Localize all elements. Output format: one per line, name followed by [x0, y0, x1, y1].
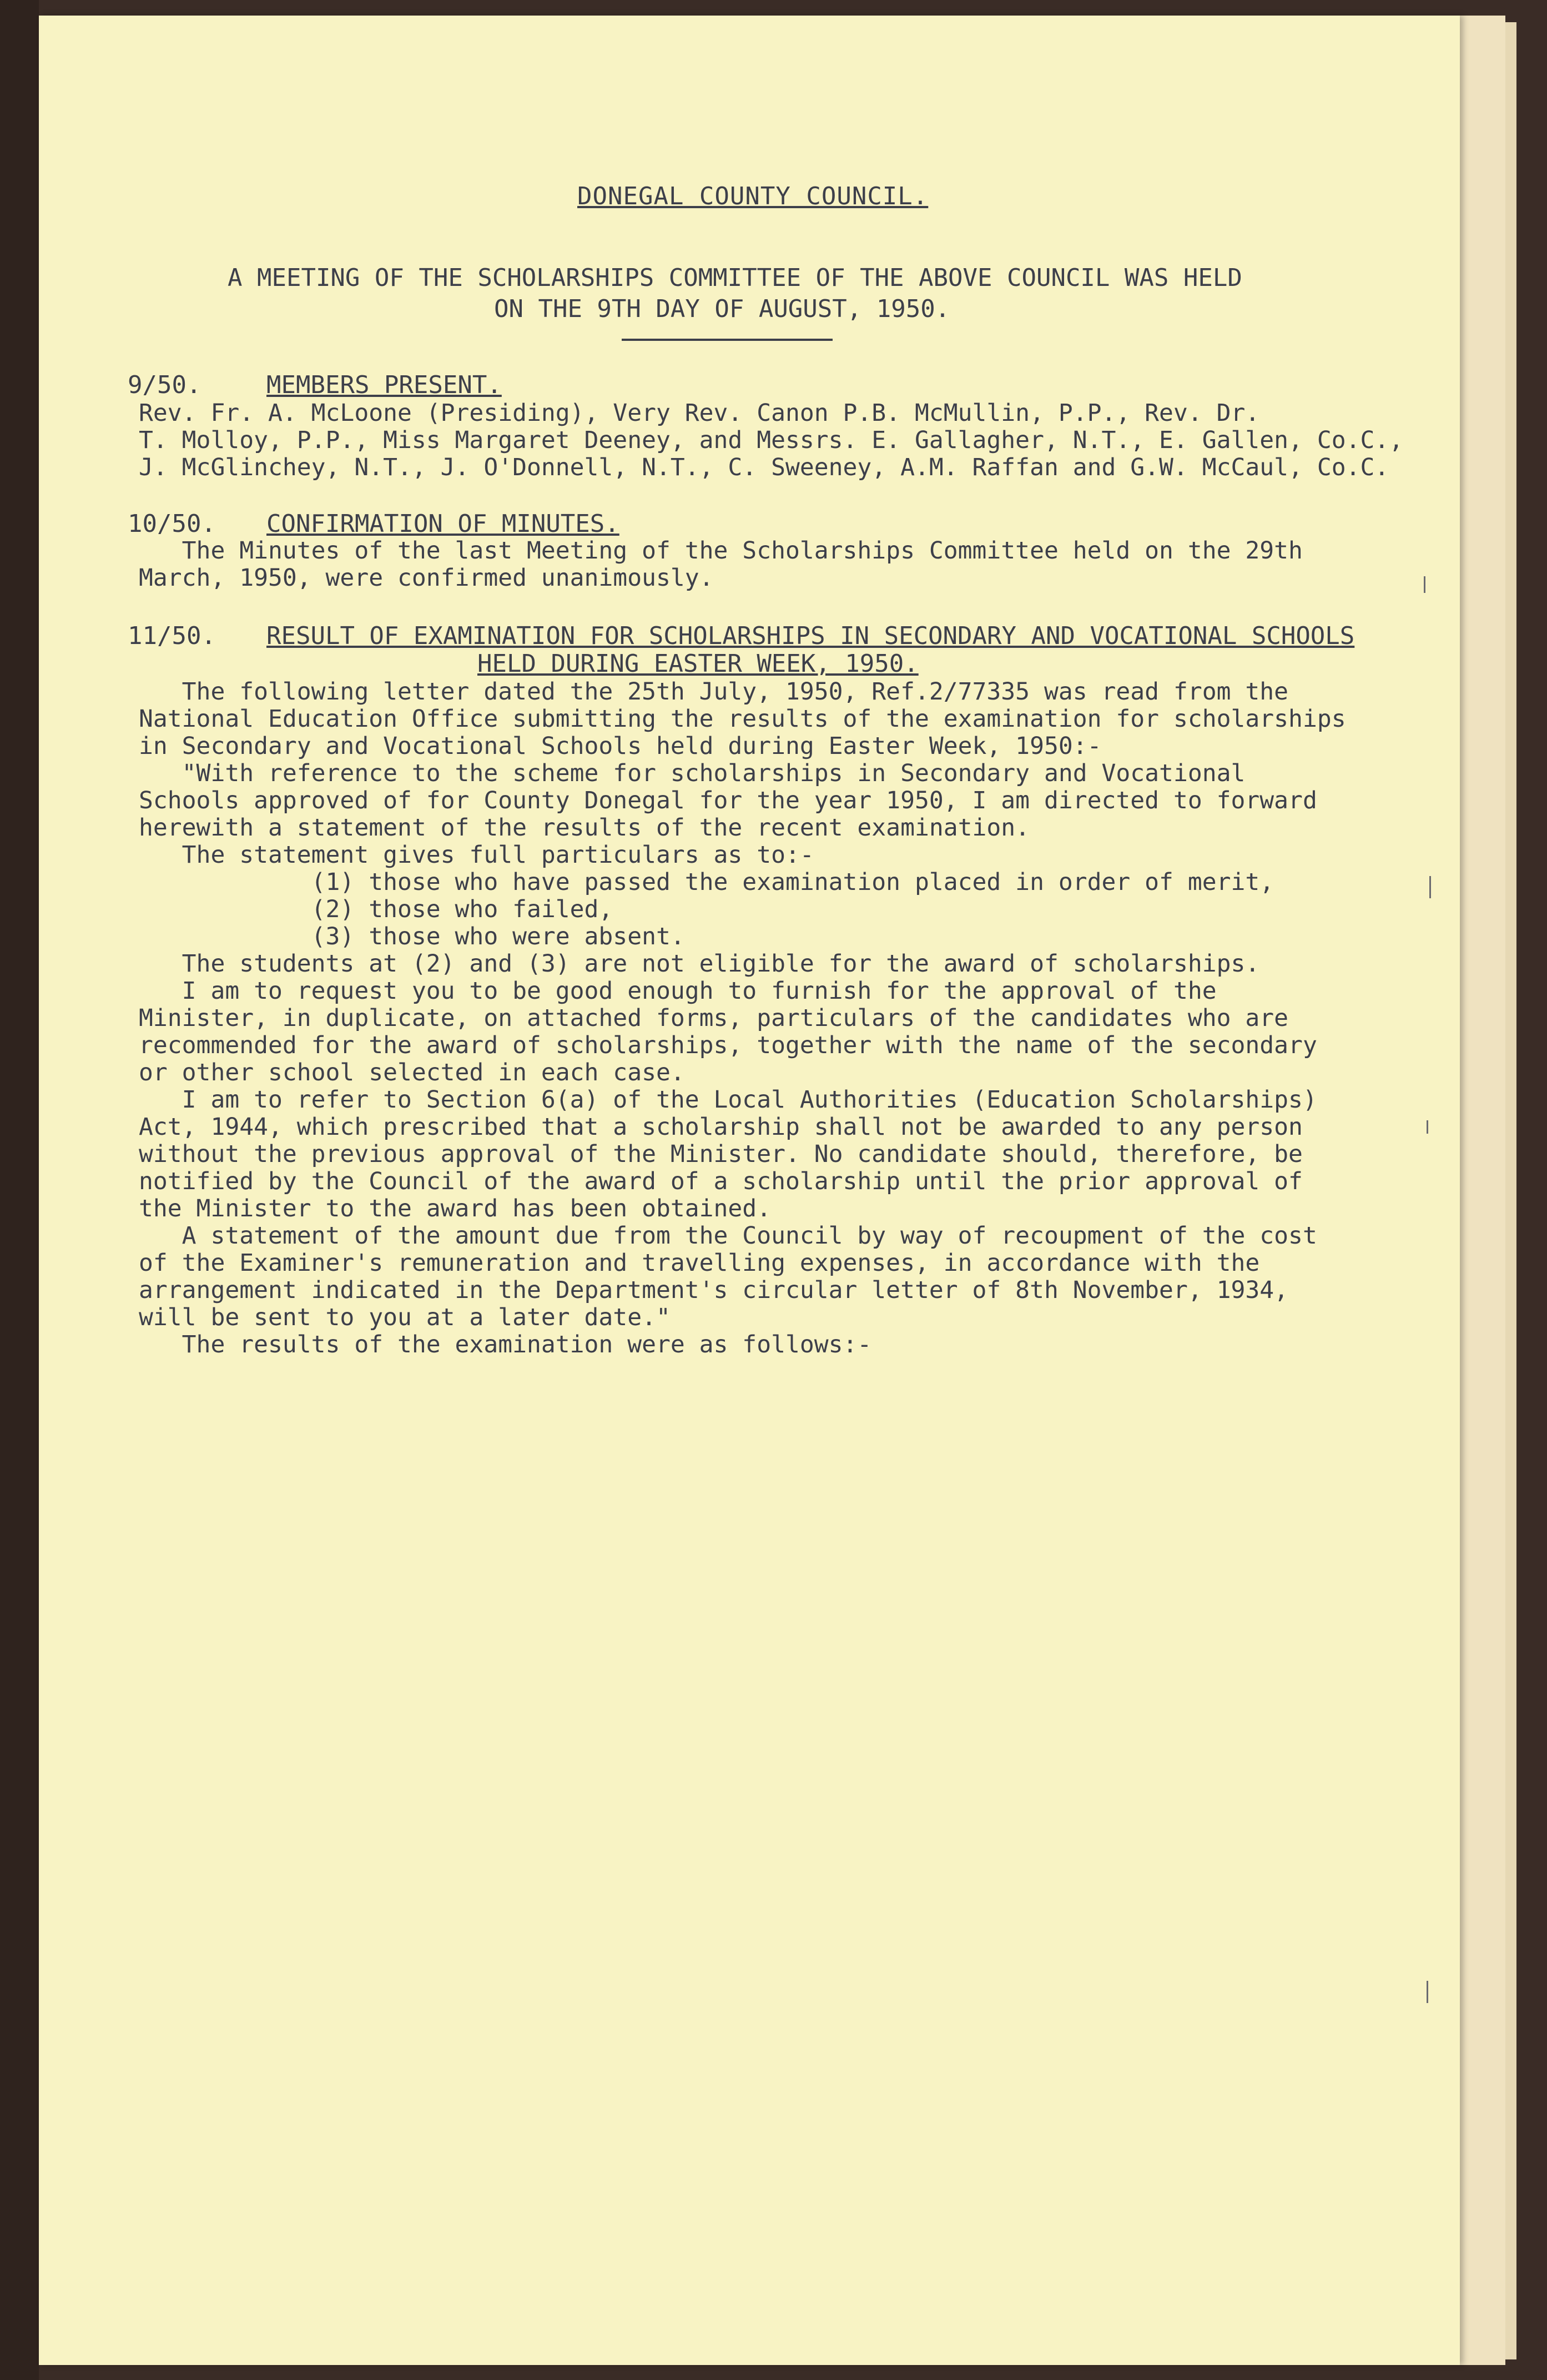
body-line: arrangement indicated in the Department's circular letter of 8th November, 1934,: [139, 1276, 1289, 1304]
document-heading: DONEGAL COUNTY COUNCIL.: [577, 182, 929, 210]
body-line: The statement gives full particulars as to:-: [139, 841, 814, 869]
body-line: Act, 1944, which prescribed that a scholarship shall not be awarded to any person: [139, 1113, 1303, 1141]
body-line: or other school selected in each case.: [139, 1059, 685, 1086]
body-line: (2) those who failed,: [139, 895, 613, 923]
body-line: Minister, in duplicate, on attached forms, particulars of the candidates who are: [139, 1004, 1289, 1032]
body-line: J. McGlinchey, N.T., J. O'Donnell, N.T., C. Sweeney, A.M. Raffan and G.W. McCaul, Co.C.: [139, 454, 1389, 481]
item-body: [139, 537, 1382, 592]
item-title-line-2: HELD DURING EASTER WEEK, 1950.: [477, 650, 919, 678]
body-line: National Education Office submitting the results of the examination for scholarships: [139, 705, 1346, 733]
item-title: RESULT OF EXAMINATION FOR SCHOLARSHIPS IN SECONDARY AND VOCATIONAL SCHOOLS: [266, 622, 1355, 650]
body-line: Schools approved of for County Donegal for the year 1950, I am directed to forward: [139, 787, 1317, 814]
body-line: in Secondary and Vocational Schools held during Easter Week, 1950:-: [139, 732, 1102, 760]
item-title: MEMBERS PRESENT.: [266, 371, 502, 399]
meeting-intro: [228, 263, 1242, 325]
body-line: (1) those who have passed the examination placed in order of merit,: [139, 868, 1274, 896]
body-line: recommended for the award of scholarships, together with the name of the secondary: [139, 1031, 1317, 1059]
margin-mark: [1429, 876, 1431, 898]
margin-mark: [1427, 1120, 1428, 1134]
body-line: Rev. Fr. A. McLoone (Presiding), Very Rev. Canon P.B. McMullin, P.P., Rev. Dr.: [139, 399, 1260, 427]
heading-divider: [622, 339, 833, 341]
body-line: The students at (2) and (3) are not eligible for the award of scholarships.: [139, 950, 1260, 978]
body-line: "With reference to the scheme for scholarships in Secondary and Vocational: [139, 759, 1246, 787]
book-binding: [0, 0, 39, 2380]
body-line: The results of the examination were as follows:-: [139, 1331, 872, 1358]
item-number: 11/50.: [128, 622, 216, 650]
body-line: The following letter dated the 25th July, 1950, Ref.2/77335 was read from the: [139, 678, 1289, 706]
item-title: CONFIRMATION OF MINUTES.: [266, 510, 619, 538]
body-line: herewith a statement of the results of the recent examination.: [139, 814, 1030, 842]
body-line: March, 1950, were confirmed unanimously.: [139, 564, 714, 592]
body-line: of the Examiner's remuneration and travelling expenses, in accordance with the: [139, 1249, 1260, 1277]
item-number: 9/50.: [128, 371, 201, 399]
document-page: [39, 16, 1460, 2365]
body-line: (3) those who were absent.: [139, 923, 685, 950]
body-line: notified by the Council of the award of a scholarship until the prior approval of: [139, 1168, 1303, 1195]
margin-mark: [1424, 576, 1425, 593]
item-number: 10/50.: [128, 510, 216, 538]
body-line: the Minister to the award has been obtained.: [139, 1195, 772, 1222]
body-line: I am to refer to Section 6(a) of the Local Authorities (Education Scholarships): [139, 1086, 1317, 1114]
body-line: without the previous approval of the Minister. No candidate should, therefore, be: [139, 1140, 1303, 1168]
margin-mark: [1427, 1981, 1428, 2003]
body-line: The Minutes of the last Meeting of the Scholarships Committee held on the 29th: [139, 537, 1303, 565]
body-line: A statement of the amount due from the Council by way of recoupment of the cost: [139, 1222, 1317, 1250]
item-body: [139, 678, 1382, 1358]
intro-line-1: A MEETING OF THE SCHOLARSHIPS COMMITTEE OF THE ABOVE COUNCIL WAS HELD: [228, 264, 1242, 292]
body-line: I am to request you to be good enough to furnish for the approval of the: [139, 977, 1217, 1005]
item-body: [139, 399, 1404, 481]
body-line: will be sent to you at a later date.": [139, 1304, 671, 1331]
intro-line-2: ON THE 9TH DAY OF AUGUST, 1950.: [494, 295, 950, 323]
body-line: T. Molloy, P.P., Miss Margaret Deeney, and Messrs. E. Gallagher, N.T., E. Gallen, Co.C.,: [139, 426, 1404, 454]
